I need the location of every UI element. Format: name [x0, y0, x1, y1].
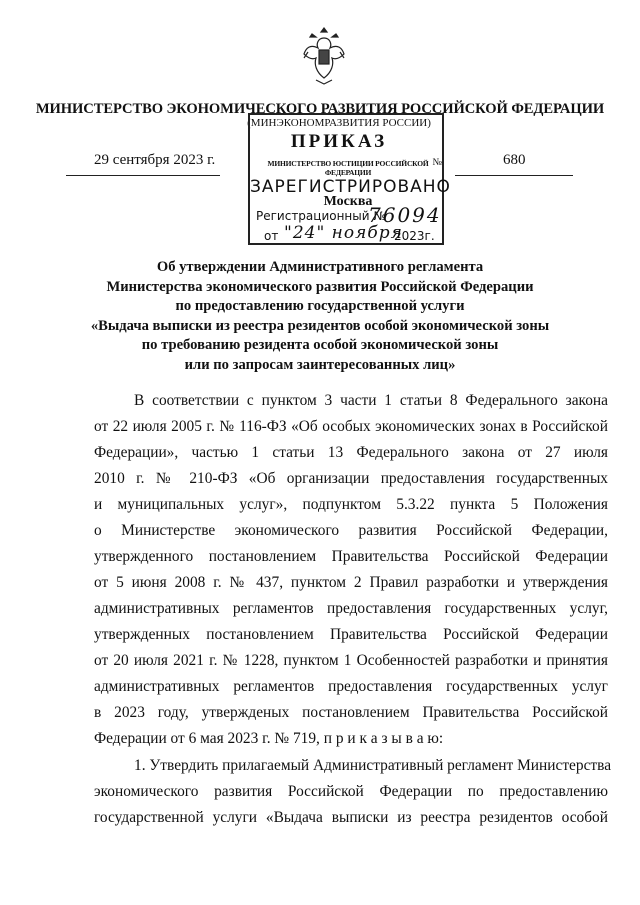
text-line: государственной услуги «Выдача выписки из реестра резидентов особой: [94, 809, 608, 826]
text-line: утвержденных постановлением Правительства Российской Федерации: [94, 626, 608, 643]
text-line: административных регламентов предоставления государственных услуг,: [94, 600, 608, 617]
text-line: утвержденного постановлением Правительства Российской Федерации: [94, 548, 608, 565]
text-line: в 2023 году, утвержденых постановлением Правительства Российской: [94, 704, 608, 721]
document-type: ПРИКАЗ: [290, 131, 388, 152]
title-line: по требованию резидента особой экономической зоны: [141, 337, 499, 353]
text-line: от 20 июля 2021 г. № 1228, пунктом 1 Особенностей разработки и принятия: [94, 652, 608, 669]
text-line: о Министерстве экономического развития Российской Федерации,: [94, 522, 608, 539]
title-line: или по запросам заинтересованных лиц»: [184, 356, 456, 373]
registration-stamp: [248, 113, 451, 245]
stamp-reg-number: 76094: [368, 203, 442, 227]
stamp-number-mark: №: [432, 157, 442, 168]
stamp-city: Москва: [323, 194, 373, 209]
text-line: от 22 июля 2005 г. № 116-ФЗ «Об особых экономических зонах в Российской: [94, 418, 608, 435]
text-line: Федерации», частью 1 статьи 13 Федерального закона от 27 июля: [94, 444, 608, 461]
stamp-from-date: "24" ноября: [284, 223, 403, 243]
text-line: административных регламентов предоставления государственных услуг: [94, 678, 608, 695]
ministry-title: МИНИСТЕРСТВО ЭКОНОМИЧЕСКОГО РАЗВИТИЯ РОССИЙСКОЙ ФЕДЕРАЦИИ: [35, 101, 605, 117]
text-line: В соответствии с пунктом 3 части 1 статьи 8 Федерального закона: [134, 392, 608, 409]
text-line: и муниципальных услуг», подпунктом 5.3.22 пункта 5 Положения: [94, 496, 608, 513]
stamp-ministry-line: МИНИСТЕРСТВО ЮСТИЦИИ РОССИЙСКОЙ ФЕДЕРАЦИИ: [267, 159, 429, 177]
order-date: 29 сентября 2023 г.: [94, 152, 216, 168]
title-line: Министерства экономического развития Российской Федерации: [106, 278, 534, 295]
date-underline: [66, 175, 220, 176]
text-line: 2010 г. № 210-ФЗ «Об организации предоставления государственных: [94, 470, 608, 487]
title-line: по предоставлению государственной услуги: [175, 298, 465, 314]
text-line: от 5 июня 2008 г. № 437, пунктом 2 Правил разработки и утверждения: [94, 574, 608, 591]
text-line: Федерации от 6 мая 2023 г. № 719, п р и к а з ы в а ю:: [94, 730, 444, 747]
number-underline: [455, 175, 573, 176]
title-line: «Выдача выписки из реестра резидентов особой экономической зоны: [90, 317, 550, 334]
stamp-from-label: от: [264, 229, 279, 243]
text-line: 1. Утвердить прилагаемый Административный регламент Министерства: [134, 757, 612, 774]
order-number: 680: [503, 152, 526, 168]
title-line: Об утверждении Административного регламента: [156, 259, 484, 275]
stamp-reg-label: Регистрационный №: [256, 209, 386, 223]
document-title: [70, 258, 570, 375]
stamp-from-year: 2023г.: [394, 229, 435, 243]
stamp-registered-label: ЗАРЕГИСТРИРОВАНО: [250, 177, 451, 197]
text-line: экономического развития Российской Федерации по предоставлению: [94, 783, 608, 800]
coat-of-arms-icon: [300, 24, 348, 86]
ministry-short-name: (МИНЭКОНОМРАЗВИТИЯ РОССИИ): [247, 117, 431, 129]
